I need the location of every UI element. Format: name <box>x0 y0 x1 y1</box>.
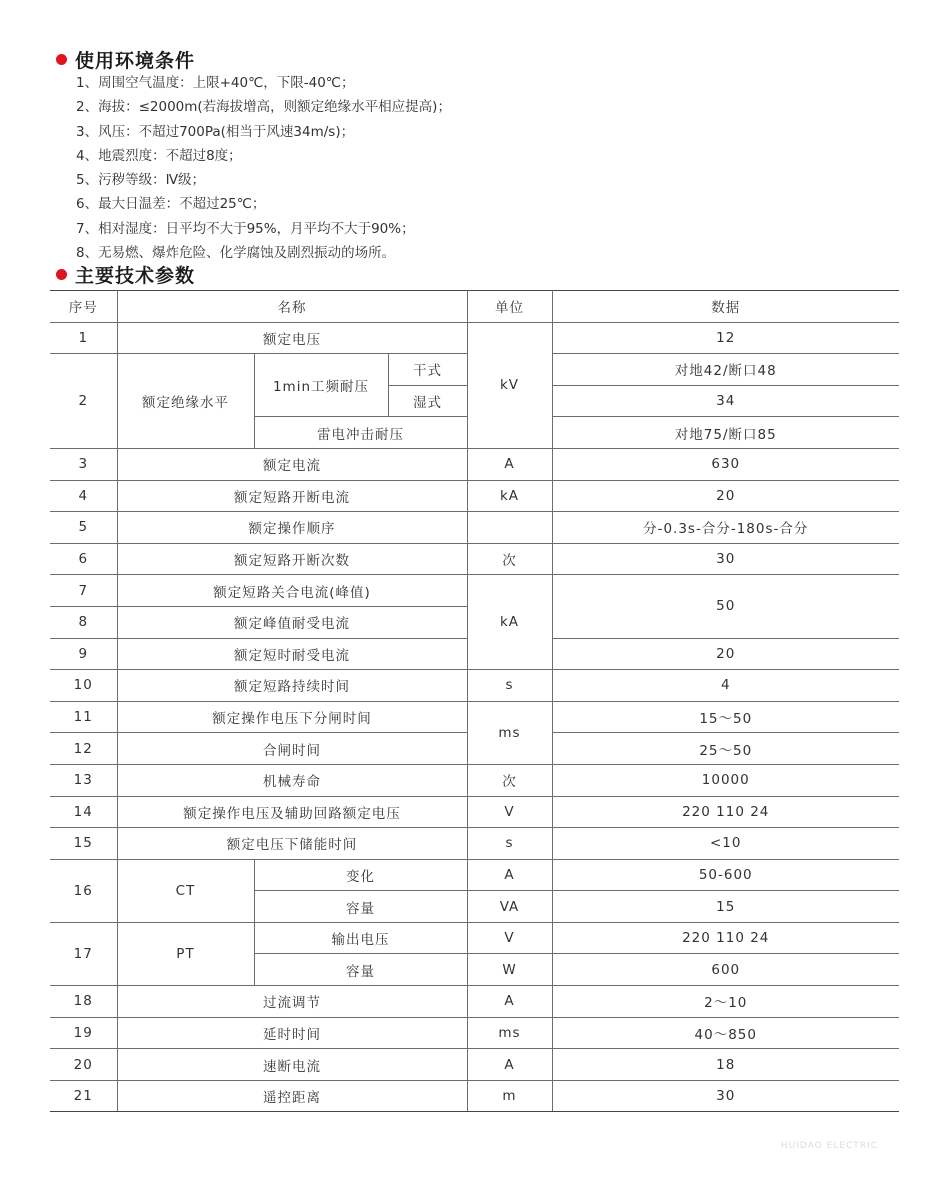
row-data: 600 <box>552 954 899 986</box>
row-unit <box>467 512 552 544</box>
row-unit: s <box>467 828 552 860</box>
row-unit: A <box>467 986 552 1018</box>
spec-table <box>50 290 899 1112</box>
row-name: 额定操作电压及辅助回路额定电压 <box>117 796 467 828</box>
row-name: 额定短路关合电流(峰值) <box>117 575 467 607</box>
row-data: 30 <box>552 1080 899 1112</box>
env-section-title <box>56 46 195 73</box>
row-name: 额定短路开断电流 <box>117 480 467 512</box>
row-subname: 雷电冲击耐压 <box>254 417 467 449</box>
list-item: 4、地震烈度：不超过8度； <box>76 147 242 164</box>
list-item: 7、相对湿度：日平均不大于95%，月平均不大于90%； <box>76 220 415 237</box>
row-data: <10 <box>552 828 899 860</box>
table-row <box>50 512 899 544</box>
table-row <box>50 701 899 733</box>
row-subitem: 干式 <box>388 354 467 386</box>
table-row <box>50 670 899 702</box>
row-name: 速断电流 <box>117 1049 467 1081</box>
row-no: 3 <box>50 448 117 480</box>
row-unit: A <box>467 859 552 891</box>
table-row <box>50 986 899 1018</box>
row-subitem: 湿式 <box>388 385 467 417</box>
env-title-text: 使用环境条件 <box>75 50 196 72</box>
table-row <box>50 1080 899 1112</box>
table-row <box>50 764 899 796</box>
row-unit: kA <box>467 480 552 512</box>
row-unit: 次 <box>467 764 552 796</box>
row-data: 对地42/断口48 <box>552 354 899 386</box>
row-name: 额定操作电压下分闸时间 <box>117 701 467 733</box>
row-data: 4 <box>552 670 899 702</box>
row-unit: A <box>467 448 552 480</box>
row-name: 遥控距离 <box>117 1080 467 1112</box>
row-subname: 容量 <box>254 891 467 923</box>
row-subname: 1min工频耐压 <box>254 354 388 417</box>
row-no: 13 <box>50 764 117 796</box>
list-item: 3、风压：不超过700Pa(相当于风速34m/s)； <box>76 123 355 140</box>
row-data: 220 110 24 <box>552 796 899 828</box>
row-name: 延时时间 <box>117 1017 467 1049</box>
row-unit: kA <box>467 575 552 670</box>
row-no: 10 <box>50 670 117 702</box>
table-row <box>50 828 899 860</box>
row-data: 50-600 <box>552 859 899 891</box>
row-unit: V <box>467 922 552 954</box>
row-data: 220 110 24 <box>552 922 899 954</box>
row-name: 过流调节 <box>117 986 467 1018</box>
list-item: 2、海拔：≤2000m(若海拔增高，则额定绝缘水平相应提高)； <box>76 99 451 116</box>
row-name: 额定短时耐受电流 <box>117 638 467 670</box>
row-subname: 变化 <box>254 859 467 891</box>
table-row <box>50 922 899 954</box>
row-data: 18 <box>552 1049 899 1081</box>
header-data: 数据 <box>552 291 899 323</box>
list-item: 6、最大日温差：不超过25℃； <box>76 196 266 213</box>
row-data: 50 <box>552 575 899 638</box>
table-row <box>50 859 899 891</box>
row-data: 15～50 <box>552 701 899 733</box>
env-conditions-list <box>76 71 451 265</box>
row-no: 15 <box>50 828 117 860</box>
table-row <box>50 1017 899 1049</box>
table-row <box>50 480 899 512</box>
list-item: 1、周围空气温度：上限+40℃，下限-40℃； <box>76 75 355 91</box>
table-row <box>50 575 899 607</box>
row-data: 630 <box>552 448 899 480</box>
row-data: 40～850 <box>552 1017 899 1049</box>
row-unit: 次 <box>467 543 552 575</box>
table-row <box>50 1049 899 1081</box>
row-data: 对地75/断口85 <box>552 417 899 449</box>
row-no: 21 <box>50 1080 117 1112</box>
row-no: 17 <box>50 922 117 985</box>
red-bullet-icon <box>56 54 67 65</box>
row-name: 额定电压 <box>117 322 467 354</box>
row-no: 1 <box>50 322 117 354</box>
row-name: CT <box>117 859 254 922</box>
header-name: 名称 <box>117 291 467 323</box>
row-no: 9 <box>50 638 117 670</box>
row-name: 额定电压下储能时间 <box>117 828 467 860</box>
table-row <box>50 322 899 354</box>
row-data: 30 <box>552 543 899 575</box>
row-unit: s <box>467 670 552 702</box>
row-unit: W <box>467 954 552 986</box>
row-name: 机械寿命 <box>117 764 467 796</box>
row-name: 额定操作顺序 <box>117 512 467 544</box>
row-no: 7 <box>50 575 117 607</box>
row-data: 20 <box>552 480 899 512</box>
row-data: 25～50 <box>552 733 899 765</box>
row-no: 11 <box>50 701 117 733</box>
red-bullet-icon <box>56 269 67 280</box>
row-no: 19 <box>50 1017 117 1049</box>
row-name: 额定短路开断次数 <box>117 543 467 575</box>
row-unit: ms <box>467 701 552 764</box>
row-no: 2 <box>50 354 117 449</box>
row-no: 20 <box>50 1049 117 1081</box>
row-no: 14 <box>50 796 117 828</box>
row-no: 18 <box>50 986 117 1018</box>
table-row <box>50 796 899 828</box>
row-no: 12 <box>50 733 117 765</box>
row-no: 6 <box>50 543 117 575</box>
row-no: 16 <box>50 859 117 922</box>
row-no: 8 <box>50 606 117 638</box>
row-subname: 输出电压 <box>254 922 467 954</box>
row-unit: ms <box>467 1017 552 1049</box>
spec-section-title <box>56 261 195 288</box>
row-name: PT <box>117 922 254 985</box>
row-data: 15 <box>552 891 899 923</box>
row-name: 额定绝缘水平 <box>117 354 254 449</box>
table-row <box>50 448 899 480</box>
row-subname: 容量 <box>254 954 467 986</box>
row-data: 12 <box>552 322 899 354</box>
header-no: 序号 <box>50 291 117 323</box>
row-no: 4 <box>50 480 117 512</box>
row-name: 额定电流 <box>117 448 467 480</box>
header-unit: 单位 <box>467 291 552 323</box>
row-name: 额定短路持续时间 <box>117 670 467 702</box>
row-data: 2～10 <box>552 986 899 1018</box>
row-data: 20 <box>552 638 899 670</box>
brand-watermark: HUIDAO ELECTRIC <box>780 1141 878 1151</box>
row-unit: V <box>467 796 552 828</box>
row-unit: A <box>467 1049 552 1081</box>
row-data: 34 <box>552 385 899 417</box>
row-no: 5 <box>50 512 117 544</box>
row-name: 额定峰值耐受电流 <box>117 606 467 638</box>
table-row <box>50 543 899 575</box>
row-unit: m <box>467 1080 552 1112</box>
list-item: 8、无易燃、爆炸危险、化学腐蚀及剧烈振动的场所。 <box>76 245 396 262</box>
spec-title-text: 主要技术参数 <box>75 265 196 287</box>
row-unit: kV <box>467 322 552 448</box>
list-item: 5、污秽等级：Ⅳ级； <box>76 172 206 189</box>
row-data: 10000 <box>552 764 899 796</box>
row-unit: VA <box>467 891 552 923</box>
table-header-row <box>50 291 899 323</box>
row-data: 分-0.3s-合分-180s-合分 <box>552 512 899 544</box>
row-name: 合闸时间 <box>117 733 467 765</box>
